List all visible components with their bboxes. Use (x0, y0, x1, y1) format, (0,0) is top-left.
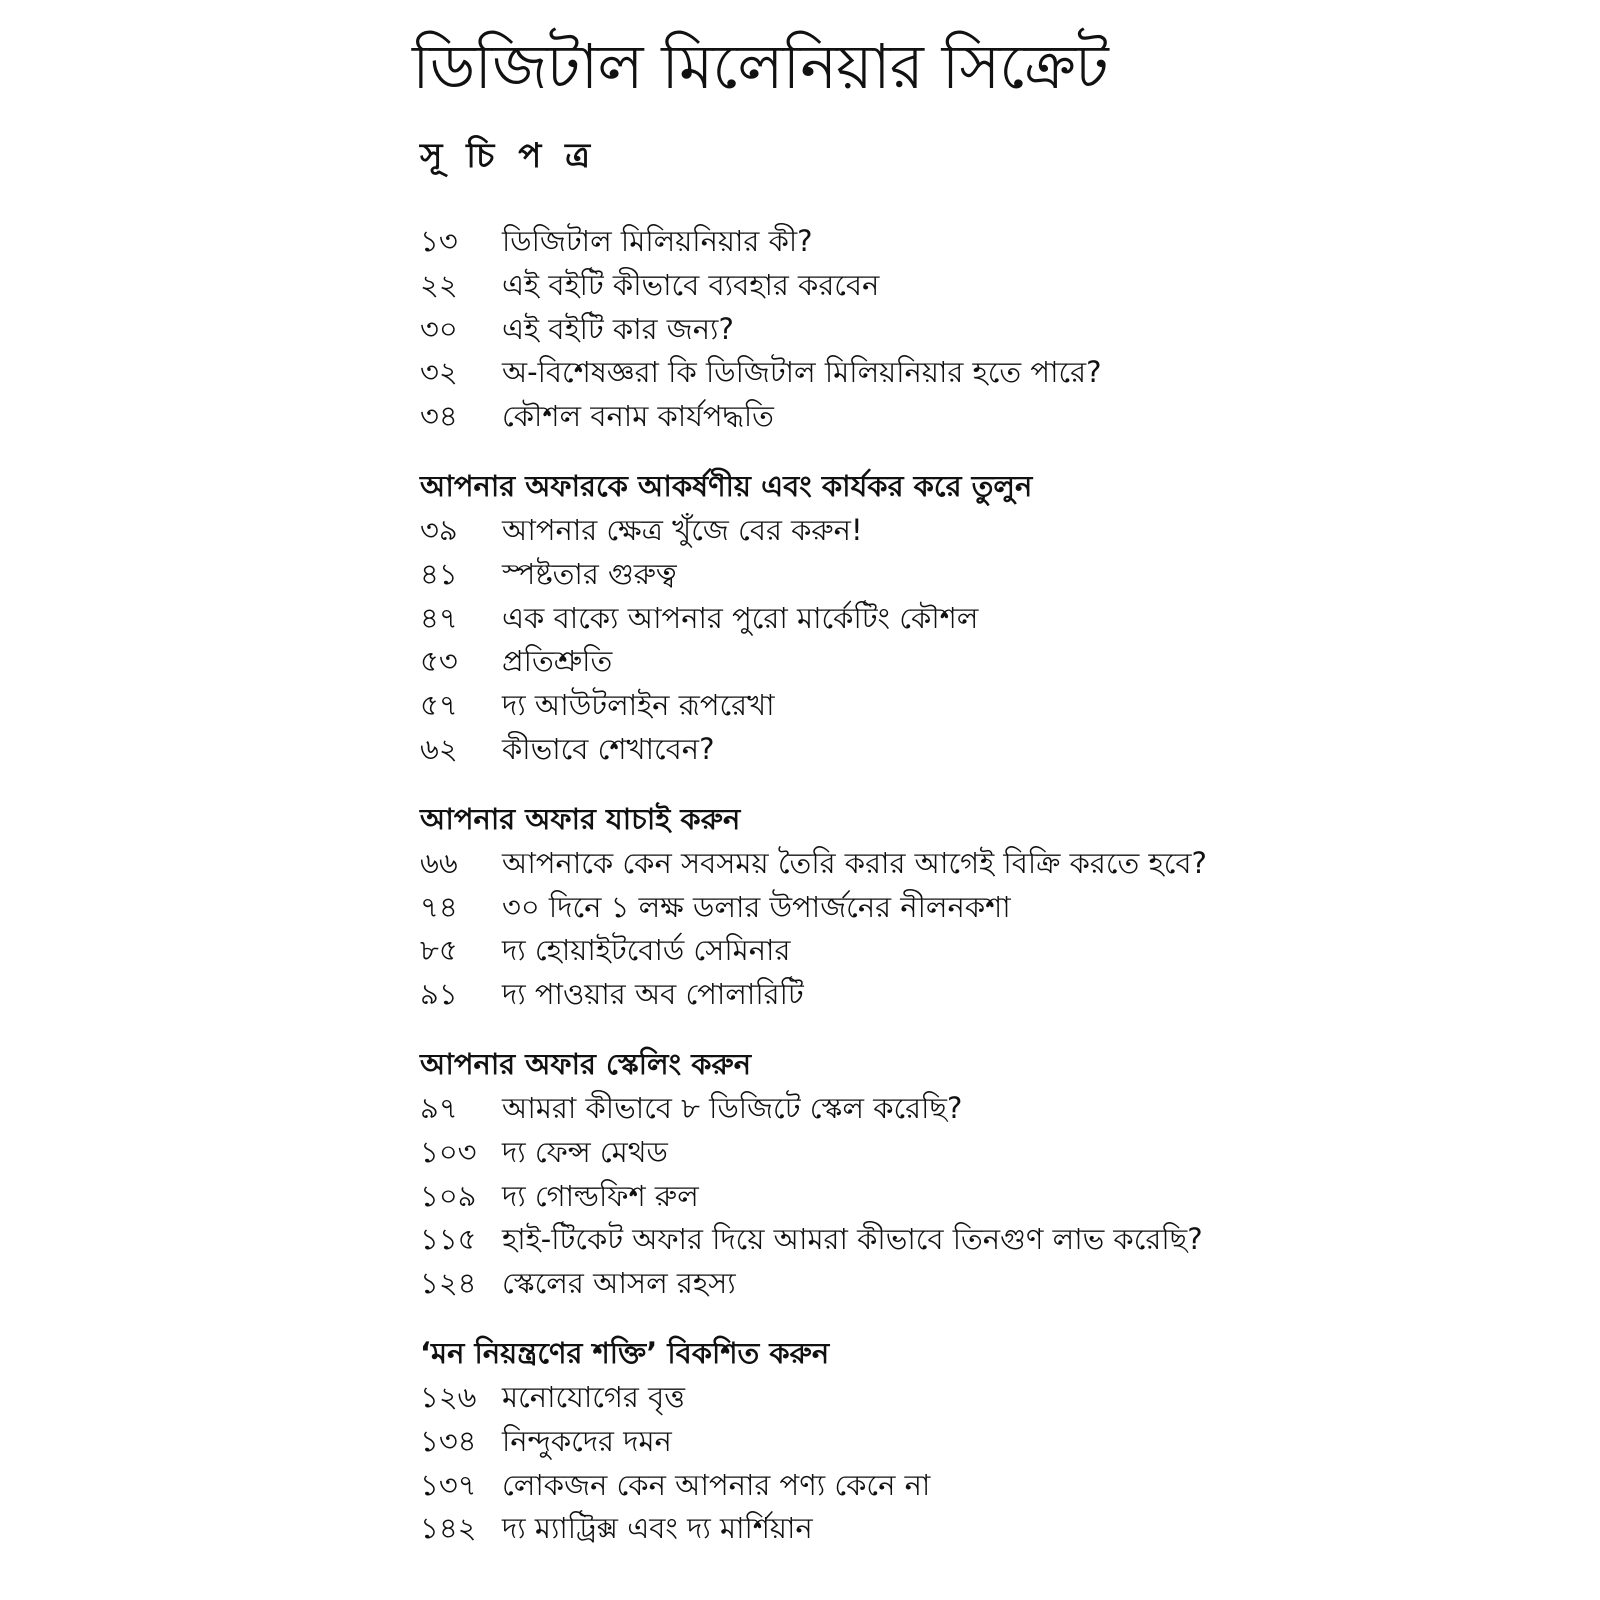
entry-page-number: ১৩৭ (420, 1467, 477, 1502)
entry-page-number: ৪৭ (420, 600, 458, 635)
toc-entry (420, 264, 1560, 308)
entry-title: এক বাক্যে আপনার পুরো মার্কেটিং কৌশল (502, 600, 979, 635)
entry-page-number: ৩০ (420, 311, 458, 346)
section-heading: আপনার অফার যাচাই করুন (420, 801, 741, 836)
entry-page-number: ১৪২ (420, 1511, 477, 1546)
entry-page-number: ৫৩ (420, 644, 458, 679)
entry-title: অ-বিশেষজ্ঞরা কি ডিজিটাল মিলিয়নিয়ার হতে পারে? (502, 355, 1102, 390)
entry-title: স্কেলের আসল রহস্য (502, 1266, 736, 1301)
toc-entry (420, 1262, 1560, 1306)
toc-heading: সূ চি প ত্র (420, 136, 597, 176)
entry-title: কীভাবে শেখাবেন? (502, 731, 715, 766)
entry-page-number: ১৩৪ (420, 1423, 477, 1458)
entry-page-number: ৪১ (420, 556, 458, 591)
entry-page-number: ৬৬ (420, 845, 458, 880)
entry-title: দ্য পাওয়ার অব পোলারিটি (502, 977, 804, 1012)
entry-title: এই বইটি কার জন্য? (502, 311, 734, 346)
entry-title: মনোযোগের বৃত্ত (502, 1379, 685, 1414)
toc-entry (420, 886, 1560, 930)
entry-title: দ্য গোল্ডফিশ রুল (502, 1178, 699, 1213)
toc-section (420, 1330, 1560, 1551)
entry-page-number: ৯৭ (420, 1090, 458, 1125)
entry-title: প্রতিশ্রুতি (502, 644, 613, 679)
toc-entry (420, 308, 1560, 352)
toc-section (420, 1041, 1560, 1306)
entry-page-number: ১১৫ (420, 1222, 477, 1257)
entry-page-number: ৫৭ (420, 688, 458, 723)
entry-title: দ্য হোয়াইটবোর্ড সেমিনার (502, 933, 791, 968)
toc-section (420, 796, 1560, 1017)
entry-page-number: ১২৬ (420, 1379, 477, 1414)
toc-entry (420, 1376, 1560, 1420)
entry-page-number: ১০৯ (420, 1178, 477, 1213)
entry-page-number: ৩৯ (420, 512, 458, 547)
entry-title: স্পষ্টতার গুরুত্ব (502, 556, 677, 591)
entry-title: হাই-টিকেট অফার দিয়ে আমরা কীভাবে তিনগুণ লাভ করেছি? (502, 1222, 1203, 1257)
toc-entry (420, 1507, 1560, 1551)
toc-entry (420, 973, 1560, 1017)
section-entry-list (420, 1087, 1560, 1306)
toc-entry (420, 220, 1560, 264)
entry-title: এই বইটি কীভাবে ব্যবহার করবেন (502, 267, 880, 302)
toc-entry (420, 1218, 1560, 1262)
entry-title: আপনাকে কেন সবসময় তৈরি করার আগেই বিক্রি করতে হবে? (502, 845, 1207, 880)
entry-page-number: ১০৩ (420, 1134, 477, 1169)
toc-entry (420, 1420, 1560, 1464)
toc-entry (420, 1175, 1560, 1219)
toc-entry (420, 842, 1560, 886)
entry-page-number: ৩৪ (420, 399, 458, 434)
entry-title: লোকজন কেন আপনার পণ্য কেনে না (502, 1467, 931, 1502)
toc-section (420, 463, 1560, 772)
entry-title: ডিজিটাল মিলিয়নিয়ার কী? (502, 224, 813, 258)
toc-entry (420, 395, 1560, 439)
entry-page-number: ১২৪ (420, 1266, 477, 1301)
entry-page-number: ১৩ (420, 224, 458, 258)
entry-title: কৌশল বনাম কার্যপদ্ধতি (502, 399, 774, 434)
toc-entry (420, 640, 1560, 684)
toc-entry (420, 728, 1560, 772)
toc-page (412, 26, 1560, 1551)
entry-title: দ্য ফেন্স মেথড (502, 1134, 668, 1169)
section-entry-list (420, 1376, 1560, 1551)
toc-entry (420, 597, 1560, 641)
toc-entry (420, 929, 1560, 973)
section-heading: আপনার অফারকে আকর্ষণীয় এবং কার্যকর করে তুলুন (420, 468, 1033, 503)
intro-entry-list (420, 220, 1560, 439)
section-entry-list (420, 509, 1560, 772)
entry-title: নিন্দুকদের দমন (502, 1423, 672, 1458)
entry-page-number: ২২ (420, 267, 458, 302)
entry-page-number: ৮৫ (420, 933, 458, 968)
toc-entry (420, 509, 1560, 553)
section-heading: আপনার অফার স্কেলিং করুন (420, 1046, 752, 1081)
entry-title: দ্য আউটলাইন রূপরেখা (502, 688, 775, 723)
section-heading: ‘মন নিয়ন্ত্রণের শক্তি’ বিকশিত করুন (420, 1335, 830, 1370)
entry-title: দ্য ম্যাট্রিক্স এবং দ্য মার্শিয়ান (502, 1511, 813, 1546)
toc-entry (420, 1087, 1560, 1131)
section-entry-list (420, 842, 1560, 1017)
toc-entry (420, 553, 1560, 597)
toc-entry (420, 1131, 1560, 1175)
entry-page-number: ৩২ (420, 355, 458, 390)
toc-entry (420, 351, 1560, 395)
entry-title: আমরা কীভাবে ৮ ডিজিটে স্কেল করেছি? (502, 1090, 963, 1125)
entry-title: ৩০ দিনে ১ লক্ষ ডলার উপার্জনের নীলনকশা (502, 889, 1011, 924)
entry-title: আপনার ক্ষেত্র খুঁজে বের করুন! (502, 512, 863, 547)
entry-page-number: ৬২ (420, 731, 458, 766)
entry-page-number: ৯১ (420, 977, 458, 1012)
entry-page-number: ৭৪ (420, 889, 458, 924)
toc-entry (420, 1464, 1560, 1508)
toc-entry (420, 684, 1560, 728)
book-title: ডিজিটাল মিলেনিয়ার সিক্রেট (412, 30, 1108, 103)
